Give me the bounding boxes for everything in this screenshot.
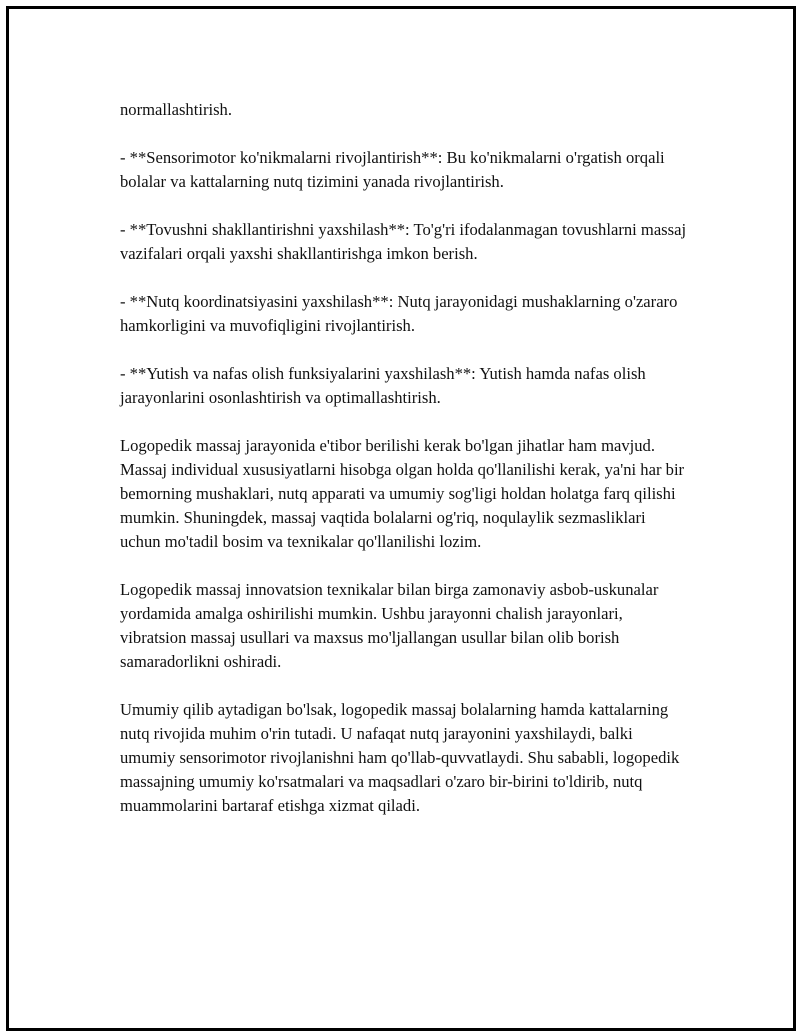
bullet-swallowing-breathing: - **Yutish va nafas olish funksiyalarini yaxshilash**: Yutish hamda nafas olish jarayonlarini osonlashtirish va optimallashtirish. — [120, 364, 646, 407]
bullet-sensorimotor-skills: - **Sensorimotor ko'nikmalarni rivojlantirish**: Bu ko'nikmalarni o'rgatish orqali bolalar va kattalarning nutq tizimini yanada rivojlantirish. — [120, 148, 665, 191]
bullet-speech-coordination: - **Nutq koordinatsiyasini yaxshilash**: Nutq jarayonidagi mushaklarning o'zararo hamkorligini va muvofiqligini rivojlantirish. — [120, 292, 678, 335]
bullet-sound-formation: - **Tovushni shakllantirishni yaxshilash**: To'g'ri ifodalanmagan tovushlarni massaj vazifalari orqali yaxshi shakllantirishga imkon berish. — [120, 220, 687, 263]
paragraph-conclusion: Umumiy qilib aytadigan bo'lsak, logopedik massaj bolalarning hamda kattalarning nutq rivojida muhim o'rin tutadi. U nafaqat nutq jarayonini yaxshilaydi, balki umumiy sensorimotor rivojlanishni ham qo'llab-quvvatlaydi. Shu sababli, logopedik massajning umumiy ko'rsatmalari va maqsadlari o'zaro bir-birini to'ldirib, nutq muammolarini bartaraf etishga xizmat qiladi. — [120, 700, 680, 815]
paragraph-considerations: Logopedik massaj jarayonida e'tibor berilishi kerak bo'lgan jihatlar ham mavjud. Massaj individual xususiyatlarni hisobga olgan holda qo'llanilishi kerak, ya'ni har bir bemorning mushaklari, nutq apparati va umumiy sog'ligi holdan holatga farq qilishi mumkin. Shuningdek, massaj vaqtida bolalarni og'riq, noqulaylik sezmasliklari uchun mo'tadil bosim va texnikalar qo'llanilishi lozim. — [120, 436, 685, 551]
page-border — [6, 6, 796, 1031]
document-body — [120, 98, 690, 818]
paragraph-continuation: normallashtirish. — [120, 100, 232, 119]
paragraph-innovative-techniques: Logopedik massaj innovatsion texnikalar bilan birga zamonaviy asbob-uskunalar yordamida amalga oshirilishi mumkin. Ushbu jarayonni chalish jarayonlari, vibratsion massaj usullari va maxsus mo'ljallangan usullar bilan olib borish samaradorlikni oshiradi. — [120, 580, 659, 671]
